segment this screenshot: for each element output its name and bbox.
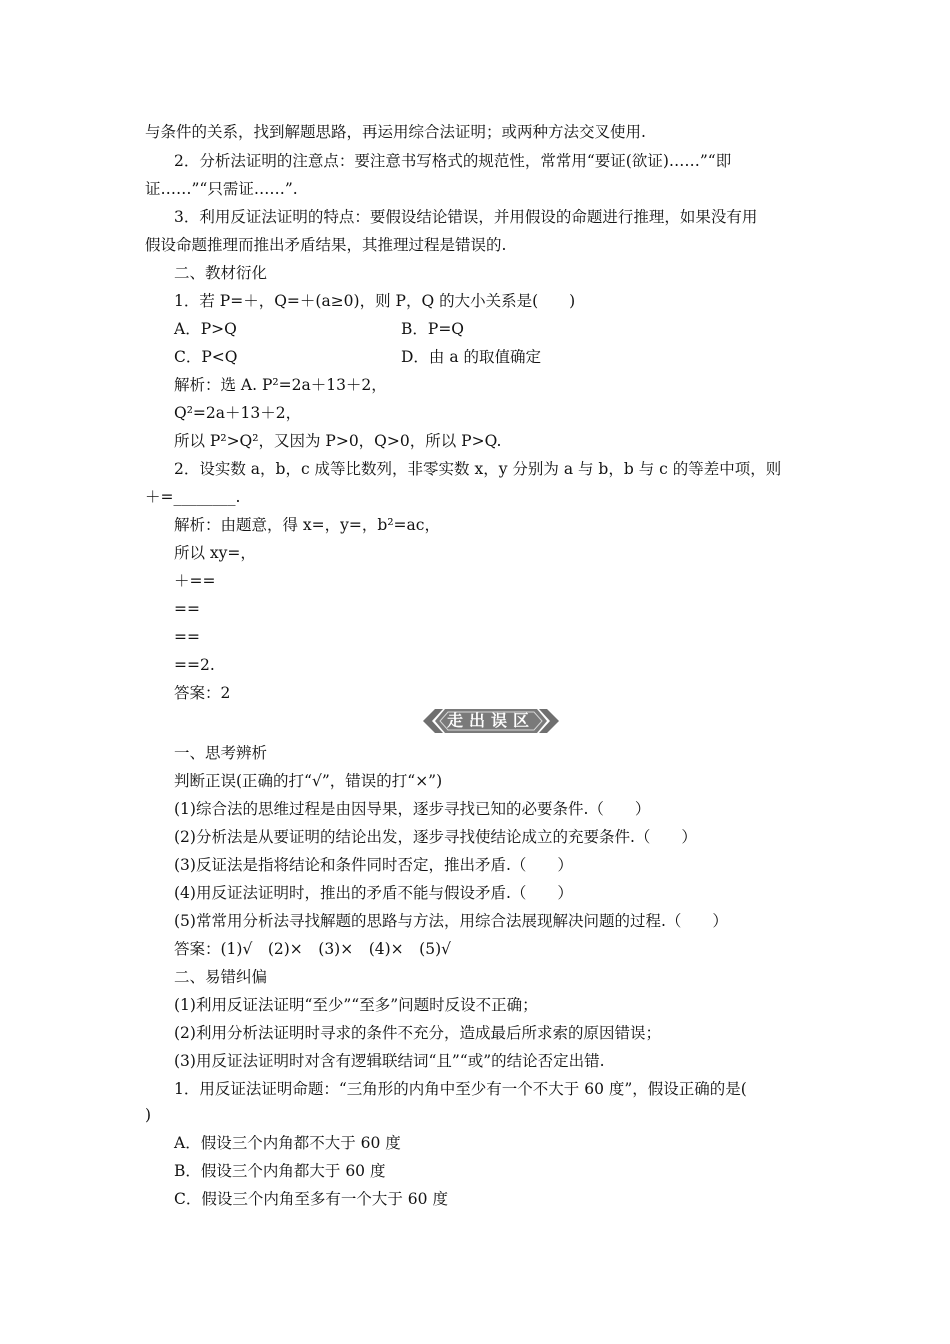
statement-line: (3)反证法是指将结论和条件同时否定，推出矛盾.（ ）	[174, 856, 573, 874]
banner-title: 走出误区	[446, 711, 535, 730]
answer-line: 答案：(1)√ (2)× (3)× (4)× (5)√	[174, 940, 451, 958]
statement-line: (4)用反证法证明时，推出的矛盾不能与假设矛盾.（ ）	[174, 884, 573, 902]
option-c: C．P<Q	[174, 348, 238, 366]
question-line: 1．用反证法证明命题：“三角形的内角中至少有一个不大于 60 度”，假设正确的是(	[174, 1080, 747, 1098]
statement-line: (5)常常用分析法寻找解题的思路与方法，用综合法展现解决问题的过程.（ ）	[174, 912, 728, 930]
text-line: ==	[174, 600, 200, 618]
text-line: 所以 xy=，	[174, 544, 256, 562]
text-line: 证……”“只需证……”.	[145, 180, 298, 198]
option-b: B．P=Q	[401, 320, 465, 338]
text-line: 3．利用反证法证明的特点：要假设结论错误，并用假设的命题进行推理，如果没有用	[174, 208, 758, 226]
text-line: ==	[174, 628, 200, 646]
section-heading: 二、易错纠偏	[174, 968, 268, 986]
text-line: (3)用反证法证明时对含有逻辑联结词“且”“或”的结论否定出错.	[174, 1052, 605, 1070]
answer-line: 答案：2	[174, 684, 231, 702]
text-line: ==2.	[174, 656, 215, 674]
text-line: ＋=________.	[145, 488, 241, 506]
question-line: 1．若 P=＋，Q=＋(a≥0)，则 P，Q 的大小关系是( )	[174, 292, 576, 310]
statement-line: (1)综合法的思维过程是由因导果，逐步寻找已知的必要条件.（ ）	[174, 800, 651, 818]
text-line: 假设命题推理而推出矛盾结果，其推理过程是错误的.	[145, 236, 507, 254]
text-line: 判断正误(正确的打“√”，错误的打“×”)	[174, 772, 443, 790]
text-line: 与条件的关系，找到解题思路，再运用综合法证明；或两种方法交叉使用.	[145, 123, 646, 141]
text-line: 所以 P²>Q²，又因为 P>0，Q>0，所以 P>Q.	[174, 432, 502, 450]
text-line: ＋==	[174, 572, 216, 590]
question-line: 2．设实数 a，b，c 成等比数列，非零实数 x，y 分别为 a 与 b，b 与 c 的等差中项，则	[174, 460, 782, 478]
text-line: (2)利用分析法证明时寻求的条件不充分，造成最后所求索的原因错误；	[174, 1024, 661, 1042]
section-heading: 二、教材衍化	[174, 264, 268, 282]
text-line: (1)利用反证法证明“至少”“至多”问题时反设不正确；	[174, 996, 538, 1014]
text-line: 解析：由题意，得 x=，y=，b²=ac，	[174, 516, 440, 534]
text-line: Q²=2a＋13＋2，	[174, 404, 302, 422]
section-banner	[423, 707, 559, 735]
option-b: B．假设三个内角都大于 60 度	[174, 1162, 386, 1180]
option-a: A．P>Q	[174, 320, 237, 338]
option-c: C．假设三个内角至多有一个大于 60 度	[174, 1190, 448, 1208]
text-line: 解析：选 A. P²=2a＋13＋2，	[174, 376, 387, 394]
option-a: A．假设三个内角都不大于 60 度	[174, 1134, 401, 1152]
text-line: 2．分析法证明的注意点：要注意书写格式的规范性，常常用“要证(欲证)……”“即	[174, 152, 732, 170]
statement-line: (2)分析法是从要证明的结论出发，逐步寻找使结论成立的充要条件.（ ）	[174, 828, 697, 846]
section-heading: 一、思考辨析	[174, 744, 268, 762]
text-line: )	[145, 1106, 152, 1124]
option-d: D．由 a 的取值确定	[401, 348, 542, 366]
